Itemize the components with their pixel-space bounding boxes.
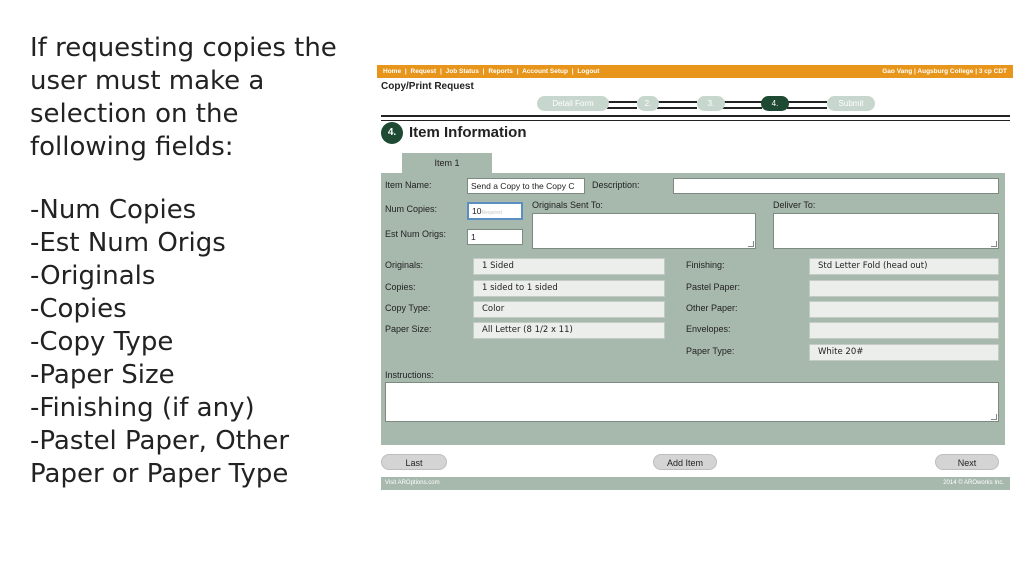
step-detail-form[interactable]: Detail Form bbox=[537, 96, 609, 111]
nav-request-link[interactable]: Request bbox=[410, 68, 437, 75]
paper-type-label: Paper Type: bbox=[686, 346, 735, 356]
top-nav-bar bbox=[377, 65, 1013, 78]
step-submit[interactable]: Submit bbox=[827, 96, 875, 111]
footer-copyright: 2014 © AROworks Inc. bbox=[943, 480, 1004, 486]
nav-separator: | bbox=[439, 68, 442, 75]
pastel-paper-label: Pastel Paper: bbox=[686, 282, 741, 292]
slide-field-line: -Copy Type bbox=[30, 327, 174, 357]
slide-heading-line: user must make a bbox=[30, 66, 265, 96]
item-name-input[interactable]: Send a Copy to the Copy C bbox=[467, 178, 585, 194]
step-progress bbox=[537, 96, 877, 112]
pastel-paper-select[interactable] bbox=[809, 280, 999, 297]
divider bbox=[381, 115, 1010, 121]
nav-separator: | bbox=[516, 68, 519, 75]
paper-type-select[interactable]: White 20# bbox=[809, 344, 999, 361]
copy-print-app bbox=[377, 65, 1013, 495]
nav-separator: | bbox=[482, 68, 485, 75]
num-copies-value: 10 bbox=[472, 206, 482, 216]
step-connector bbox=[722, 101, 762, 109]
tab-item-1[interactable]: Item 1 bbox=[401, 153, 493, 173]
slide-field-line: -Paper Size bbox=[30, 360, 175, 390]
other-paper-label: Other Paper: bbox=[686, 303, 738, 313]
copies-label: Copies: bbox=[385, 282, 416, 292]
envelopes-label: Envelopes: bbox=[686, 324, 731, 334]
last-button[interactable]: Last bbox=[381, 454, 447, 470]
slide-text bbox=[30, 32, 370, 491]
envelopes-select[interactable] bbox=[809, 322, 999, 339]
slide-heading-line: selection on the bbox=[30, 99, 239, 129]
nav-home-link[interactable]: Home bbox=[383, 68, 402, 75]
next-button[interactable]: Next bbox=[935, 454, 999, 470]
est-num-origs-label: Est Num Origs: bbox=[385, 229, 447, 239]
num-copies-label: Num Copies: bbox=[385, 204, 438, 214]
section-number-badge: 4. bbox=[381, 122, 403, 144]
paper-size-label: Paper Size: bbox=[385, 324, 432, 334]
num-copies-input[interactable] bbox=[467, 202, 523, 220]
page-title: Copy/Print Request bbox=[381, 81, 474, 92]
copy-type-select[interactable]: Color bbox=[473, 301, 665, 318]
instructions-label: Instructions: bbox=[385, 370, 434, 380]
step-connector bbox=[657, 101, 697, 109]
nav-links bbox=[383, 65, 601, 78]
description-input[interactable] bbox=[673, 178, 999, 194]
step-4[interactable]: 4. bbox=[761, 96, 789, 111]
required-placeholder: Required bbox=[481, 210, 502, 216]
slide-field-line: Paper or Paper Type bbox=[30, 459, 289, 489]
instructions-textarea[interactable] bbox=[385, 382, 999, 422]
other-paper-select[interactable] bbox=[809, 301, 999, 318]
section-title: Item Information bbox=[409, 124, 527, 141]
slide-field-line: -Copies bbox=[30, 294, 127, 324]
slide-field-line: -Est Num Origs bbox=[30, 228, 226, 258]
finishing-label: Finishing: bbox=[686, 260, 725, 270]
nav-job-status-link[interactable]: Job Status bbox=[445, 68, 479, 75]
item-form-panel bbox=[381, 173, 1005, 445]
copy-type-label: Copy Type: bbox=[385, 303, 431, 313]
slide-field-line: -Pastel Paper, Other bbox=[30, 426, 290, 456]
footer-link[interactable]: Visit AROptions.com bbox=[385, 480, 440, 486]
originals-sent-to-label: Originals Sent To: bbox=[532, 200, 603, 210]
slide-heading-line: If requesting copies the bbox=[30, 33, 337, 63]
paper-size-select[interactable]: All Letter (8 1/2 x 11) bbox=[473, 322, 665, 339]
description-label: Description: bbox=[592, 180, 640, 190]
user-info: Gao Vang | Augsburg College | 3 cp CDT bbox=[882, 68, 1007, 75]
originals-label: Originals: bbox=[385, 260, 424, 270]
step-3[interactable]: 3. bbox=[697, 96, 725, 111]
slide-field-line: -Num Copies bbox=[30, 195, 197, 225]
step-2[interactable]: 2. bbox=[637, 96, 659, 111]
nav-separator: | bbox=[571, 68, 574, 75]
slide-heading-line: following fields: bbox=[30, 132, 234, 162]
finishing-select[interactable]: Std Letter Fold (head out) bbox=[809, 258, 999, 275]
copies-select[interactable]: 1 sided to 1 sided bbox=[473, 280, 665, 297]
item-name-label: Item Name: bbox=[385, 180, 432, 190]
originals-select[interactable]: 1 Sided bbox=[473, 258, 665, 275]
nav-logout-link[interactable]: Logout bbox=[577, 68, 600, 75]
deliver-to-textarea[interactable] bbox=[773, 213, 999, 249]
est-num-origs-input[interactable]: 1 bbox=[467, 229, 523, 245]
slide-field-line: -Finishing (if any) bbox=[30, 393, 255, 423]
nav-separator: | bbox=[404, 68, 407, 75]
app-footer bbox=[381, 477, 1010, 490]
deliver-to-label: Deliver To: bbox=[773, 200, 816, 210]
nav-reports-link[interactable]: Reports bbox=[488, 68, 513, 75]
step-connector bbox=[787, 101, 827, 109]
step-connector bbox=[607, 101, 637, 109]
slide-field-line: -Originals bbox=[30, 261, 156, 291]
add-item-button[interactable]: Add Item bbox=[653, 454, 717, 470]
nav-account-setup-link[interactable]: Account Setup bbox=[522, 68, 568, 75]
originals-sent-to-textarea[interactable] bbox=[532, 213, 756, 249]
